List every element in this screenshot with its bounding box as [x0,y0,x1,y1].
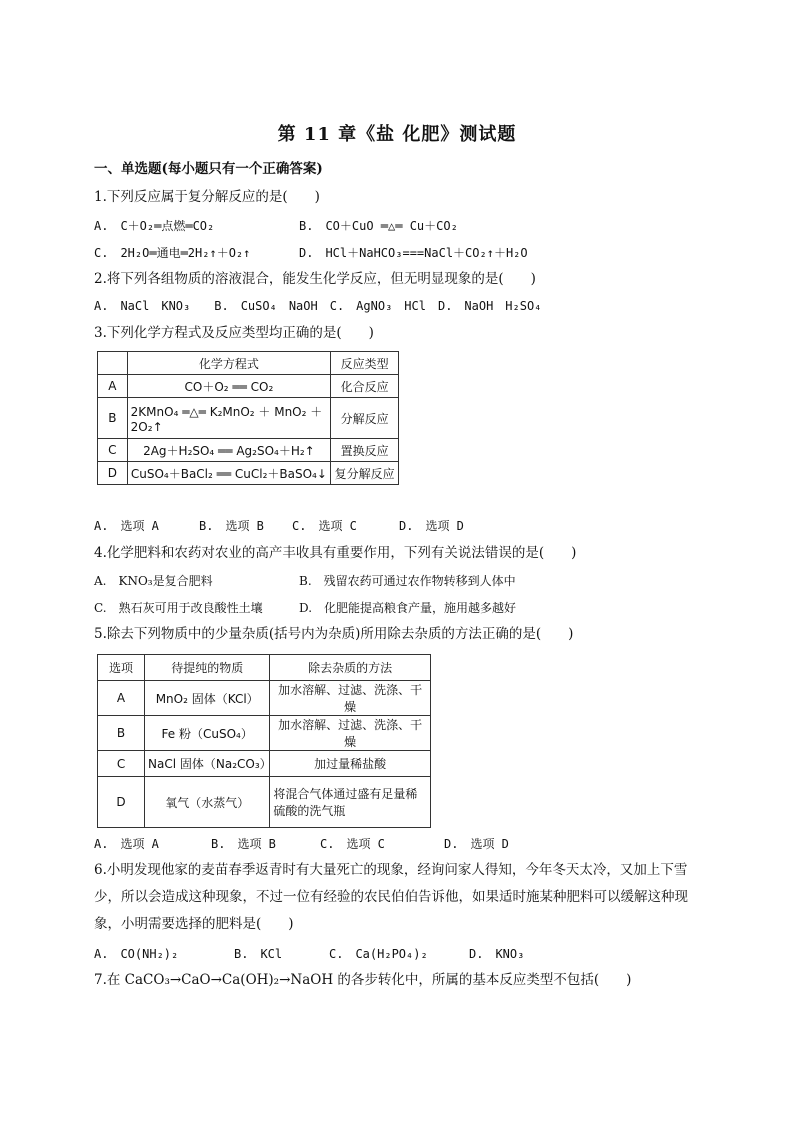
table-cell: 复分解反应 [331,462,399,485]
table-header-cell [98,352,128,375]
table-cell: Fe 粉（CuSO₄） [145,716,270,751]
q1-option-c: C. 2H₂O═通电═2H₂↑＋O₂↑ [94,246,251,260]
table-header-cell: 化学方程式 [127,352,330,375]
question-1-stem: 1.下列反应属于复分解反应的是( ) [94,189,320,205]
q1-option-d: D. HCl＋NaHCO₃===NaCl＋CO₂↑＋H₂O [299,246,528,260]
table-cell: 氧气（水蒸气） [145,777,270,828]
question-4-options-row2 [94,599,702,617]
q6-option-a: A. CO(NH₂)₂ [94,947,179,961]
table-cell: 分解反应 [331,398,399,439]
question-5-options [94,835,702,853]
question-3-table [97,351,399,485]
table-row [98,716,431,751]
q4-option-b: B. 残留农药可通过农作物转移到人体中 [299,574,516,588]
table-cell: CO＋O₂ ══ CO₂ [127,375,330,398]
q4-option-a: A. KNO₃是复合肥料 [94,574,213,588]
question-4-options-row1 [94,572,702,590]
table-row [98,439,399,462]
table-header-row [98,352,399,375]
question-1-options-row2 [94,244,702,262]
table-cell: B [98,398,128,439]
table-row [98,681,431,716]
q6-option-d: D. KNO₃ [469,947,525,961]
q1-option-a: A. C＋O₂═点燃═CO₂ [94,219,215,233]
section-heading: 一、单选题(每小题只有一个正确答案) [94,161,323,177]
q6-option-b: B. KCl [234,947,283,961]
table-cell: C [98,751,145,777]
table-cell: 加过量稀盐酸 [270,751,431,777]
table-header-cell: 除去杂质的方法 [270,655,431,681]
question-7-stem: 7.在 CaCO₃→CaO→Ca(OH)₂→NaOH 的各步转化中，所属的基本反应类型不包括( ) [94,972,632,988]
q1-option-b: B. CO＋CuO ═△═ Cu＋CO₂ [299,219,458,233]
q3-option-c: C. 选项 C [292,519,357,533]
question-4-stem: 4.化学肥料和农药对农业的高产丰收具有重要作用，下列有关说法错误的是( ) [94,545,577,561]
table-cell: NaCl 固体（Na₂CO₃） [145,751,270,777]
page-title: 第 11 章《盐 化肥》测试题 [277,124,517,145]
table-cell: 加水溶解、过滤、洗涤、干燥 [270,681,431,716]
question-6-options [94,945,702,963]
table-row [98,375,399,398]
table-cell: 2Ag＋H₂SO₄ ══ Ag₂SO₄＋H₂↑ [127,439,330,462]
table-row [98,777,431,828]
table-cell: D [98,777,145,828]
q5-option-b: B. 选项 B [211,837,276,851]
question-2-options: A. NaCl KNO₃ B. CuSO₄ NaOH C. AgNO₃ HCl D. NaOH H₂SO₄ [94,299,542,313]
table-header-row [98,655,431,681]
table-cell: C [98,439,128,462]
q5-option-d: D. 选项 D [444,837,509,851]
table-cell: A [98,375,128,398]
q3-option-b: B. 选项 B [199,519,264,533]
q6-option-c: C. Ca(H₂PO₄)₂ [329,947,428,961]
question-1-options-row1 [94,217,702,235]
table-cell: MnO₂ 固体（KCl） [145,681,270,716]
q5-option-c: C. 选项 C [320,837,385,851]
table-cell: 2KMnO₄ ═△═ K₂MnO₂ ＋ MnO₂ ＋ 2O₂↑ [127,398,330,439]
table-cell: 化合反应 [331,375,399,398]
table-cell: 置换反应 [331,439,399,462]
table-row [98,751,431,777]
question-5-stem: 5.除去下列物质中的少量杂质(括号内为杂质)所用除去杂质的方法正确的是( ) [94,626,574,642]
q3-option-d: D. 选项 D [399,519,464,533]
table-cell: B [98,716,145,751]
table-row [98,462,399,485]
table-cell: CuSO₄＋BaCl₂ ══ CuCl₂＋BaSO₄↓ [127,462,330,485]
table-cell: 将混合气体通过盛有足量稀硫酸的洗气瓶 [270,777,431,828]
table-cell: 加水溶解、过滤、洗涤、干燥 [270,716,431,751]
question-6-stem: 6.小明发现他家的麦苗春季返青时有大量死亡的现象，经询问家人得知，今年冬天太冷，又加上下雪少，所以会造成这种现象，不过一位有经验的农民伯伯告诉他，如果适时施某种肥料可以缓解这种现象，小明需要选择的肥料是( ) [94,862,688,932]
table-header-cell: 反应类型 [331,352,399,375]
table-cell: D [98,462,128,485]
q4-option-c: C. 熟石灰可用于改良酸性土壤 [94,601,263,615]
q3-option-a: A. 选项 A [94,519,159,533]
table-header-cell: 选项 [98,655,145,681]
q5-option-a: A. 选项 A [94,837,159,851]
table-header-cell: 待提纯的物质 [145,655,270,681]
q4-option-d: D. 化肥能提高粮食产量，施用越多越好 [299,601,517,615]
question-3-options [94,517,702,535]
table-cell: A [98,681,145,716]
question-3-stem: 3.下列化学方程式及反应类型均正确的是( ) [94,325,374,341]
question-2-stem: 2.将下列各组物质的溶液混合，能发生化学反应，但无明显现象的是( ) [94,271,536,287]
question-5-table [97,654,431,828]
table-row [98,398,399,439]
